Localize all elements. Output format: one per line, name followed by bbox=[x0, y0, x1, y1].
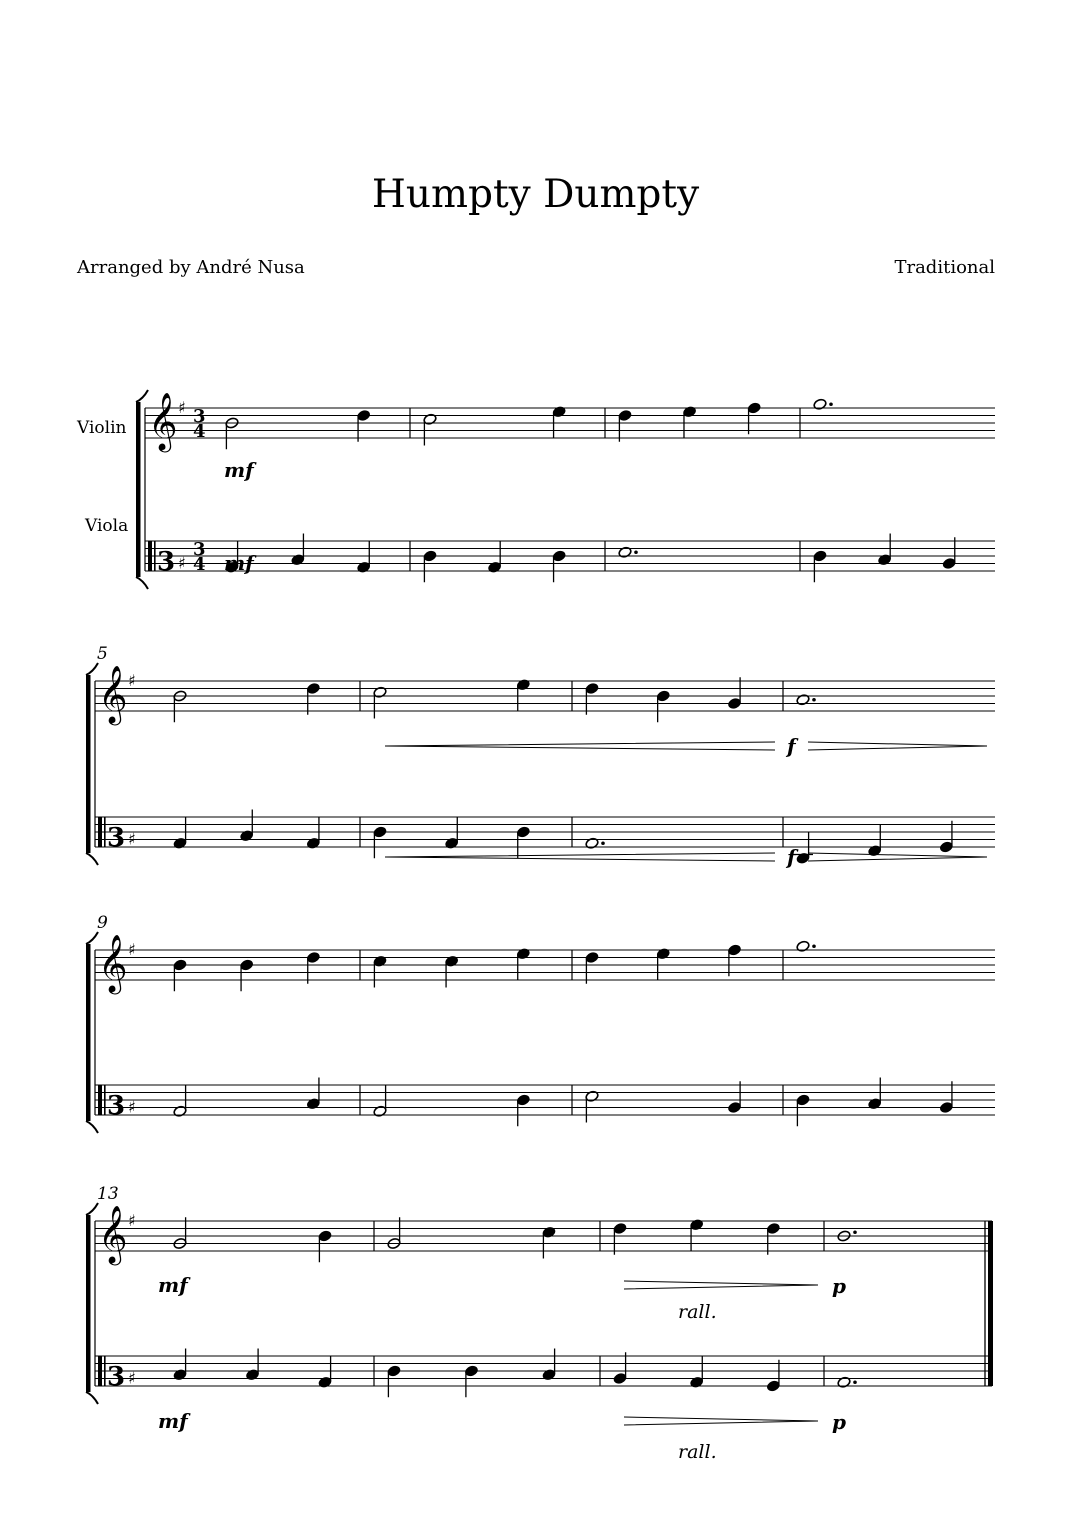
crescendo-hairpin bbox=[385, 853, 775, 861]
key-signature-sharp-icon: ♯ bbox=[128, 940, 136, 959]
treble-clef-icon: 𝄞 bbox=[98, 665, 128, 723]
measure-number: 13 bbox=[97, 1184, 119, 1204]
note-head bbox=[796, 694, 810, 706]
system-bracket bbox=[86, 675, 91, 853]
system-bracket bbox=[86, 1215, 91, 1392]
dynamic-marking: f bbox=[787, 845, 796, 869]
dynamic-marking: mf bbox=[158, 1409, 188, 1433]
augmentation-dot bbox=[853, 1230, 857, 1234]
composer-credit: Traditional bbox=[894, 257, 995, 278]
note-head bbox=[837, 1376, 851, 1388]
key-signature-sharp-icon: ♯ bbox=[178, 398, 186, 417]
key-signature-sharp-icon: ♯ bbox=[128, 829, 136, 849]
alto-clef-icon bbox=[98, 1356, 102, 1386]
key-signature-sharp-icon: ♯ bbox=[128, 671, 136, 690]
alto-clef-icon: 3 bbox=[107, 823, 126, 853]
final-barline-thick bbox=[988, 1221, 993, 1386]
key-signature-sharp-icon: ♯ bbox=[128, 1097, 136, 1117]
augmentation-dot bbox=[601, 841, 605, 845]
system-bracket bbox=[86, 853, 98, 865]
treble-clef-icon: 𝄞 bbox=[148, 392, 178, 450]
dynamic-marking: mf bbox=[224, 551, 254, 575]
measure-number: 9 bbox=[97, 913, 108, 933]
time-signature-denominator: 4 bbox=[193, 421, 206, 442]
alto-clef-icon bbox=[104, 1356, 106, 1386]
system-bracket bbox=[86, 944, 91, 1121]
alto-clef-icon bbox=[154, 541, 156, 571]
system-bracket bbox=[136, 390, 148, 402]
system-bracket bbox=[86, 663, 98, 675]
alto-clef-icon: 3 bbox=[157, 547, 176, 577]
viola-label: Viola bbox=[85, 516, 129, 536]
dynamic-marking: p bbox=[832, 1274, 846, 1298]
decrescendo-hairpin bbox=[624, 1417, 818, 1425]
decrescendo-hairpin bbox=[808, 742, 987, 750]
dynamic-marking: mf bbox=[158, 1273, 188, 1297]
system-bracket bbox=[86, 932, 98, 944]
dynamic-marking: f bbox=[787, 734, 796, 758]
time-signature-denominator: 4 bbox=[193, 554, 206, 575]
treble-clef-icon: 𝄞 bbox=[98, 1205, 128, 1263]
note-head bbox=[813, 398, 827, 410]
alto-clef-icon bbox=[98, 1085, 102, 1115]
system-bracket bbox=[136, 402, 141, 577]
alto-clef-icon bbox=[98, 817, 102, 847]
crescendo-hairpin bbox=[385, 742, 775, 750]
augmentation-dot bbox=[634, 550, 638, 554]
piece-title: Humpty Dumpty bbox=[371, 172, 700, 217]
alto-clef-icon: 3 bbox=[107, 1091, 126, 1121]
measure-number: 5 bbox=[97, 644, 108, 664]
dynamic-marking: p bbox=[832, 1410, 846, 1434]
arranger-credit: Arranged by André Nusa bbox=[77, 257, 305, 278]
note-head bbox=[796, 940, 810, 952]
alto-clef-icon bbox=[104, 1085, 106, 1115]
alto-clef-icon: 3 bbox=[107, 1362, 126, 1392]
treble-clef-icon: 𝄞 bbox=[98, 934, 128, 992]
dynamic-marking: mf bbox=[224, 458, 254, 482]
violin-label: Violin bbox=[77, 418, 127, 438]
augmentation-dot bbox=[812, 944, 816, 948]
system-bracket bbox=[86, 1203, 98, 1215]
key-signature-sharp-icon: ♯ bbox=[128, 1368, 136, 1388]
system-bracket bbox=[86, 1121, 98, 1133]
alto-clef-icon bbox=[104, 817, 106, 847]
augmentation-dot bbox=[812, 698, 816, 702]
tempo-marking: rall. bbox=[678, 1441, 717, 1463]
system-bracket bbox=[86, 1392, 98, 1404]
time-signature-numerator: 3 bbox=[193, 539, 206, 560]
decrescendo-hairpin bbox=[624, 1281, 818, 1289]
note-head bbox=[618, 546, 632, 558]
key-signature-sharp-icon: ♯ bbox=[178, 553, 186, 573]
augmentation-dot bbox=[853, 1380, 857, 1384]
tempo-marking: rall. bbox=[678, 1301, 717, 1323]
key-signature-sharp-icon: ♯ bbox=[128, 1211, 136, 1230]
system-bracket bbox=[136, 577, 148, 589]
alto-clef-icon bbox=[148, 541, 152, 571]
augmentation-dot bbox=[829, 402, 833, 406]
time-signature-numerator: 3 bbox=[193, 406, 206, 427]
note-head bbox=[585, 837, 599, 849]
decrescendo-hairpin bbox=[808, 853, 987, 861]
